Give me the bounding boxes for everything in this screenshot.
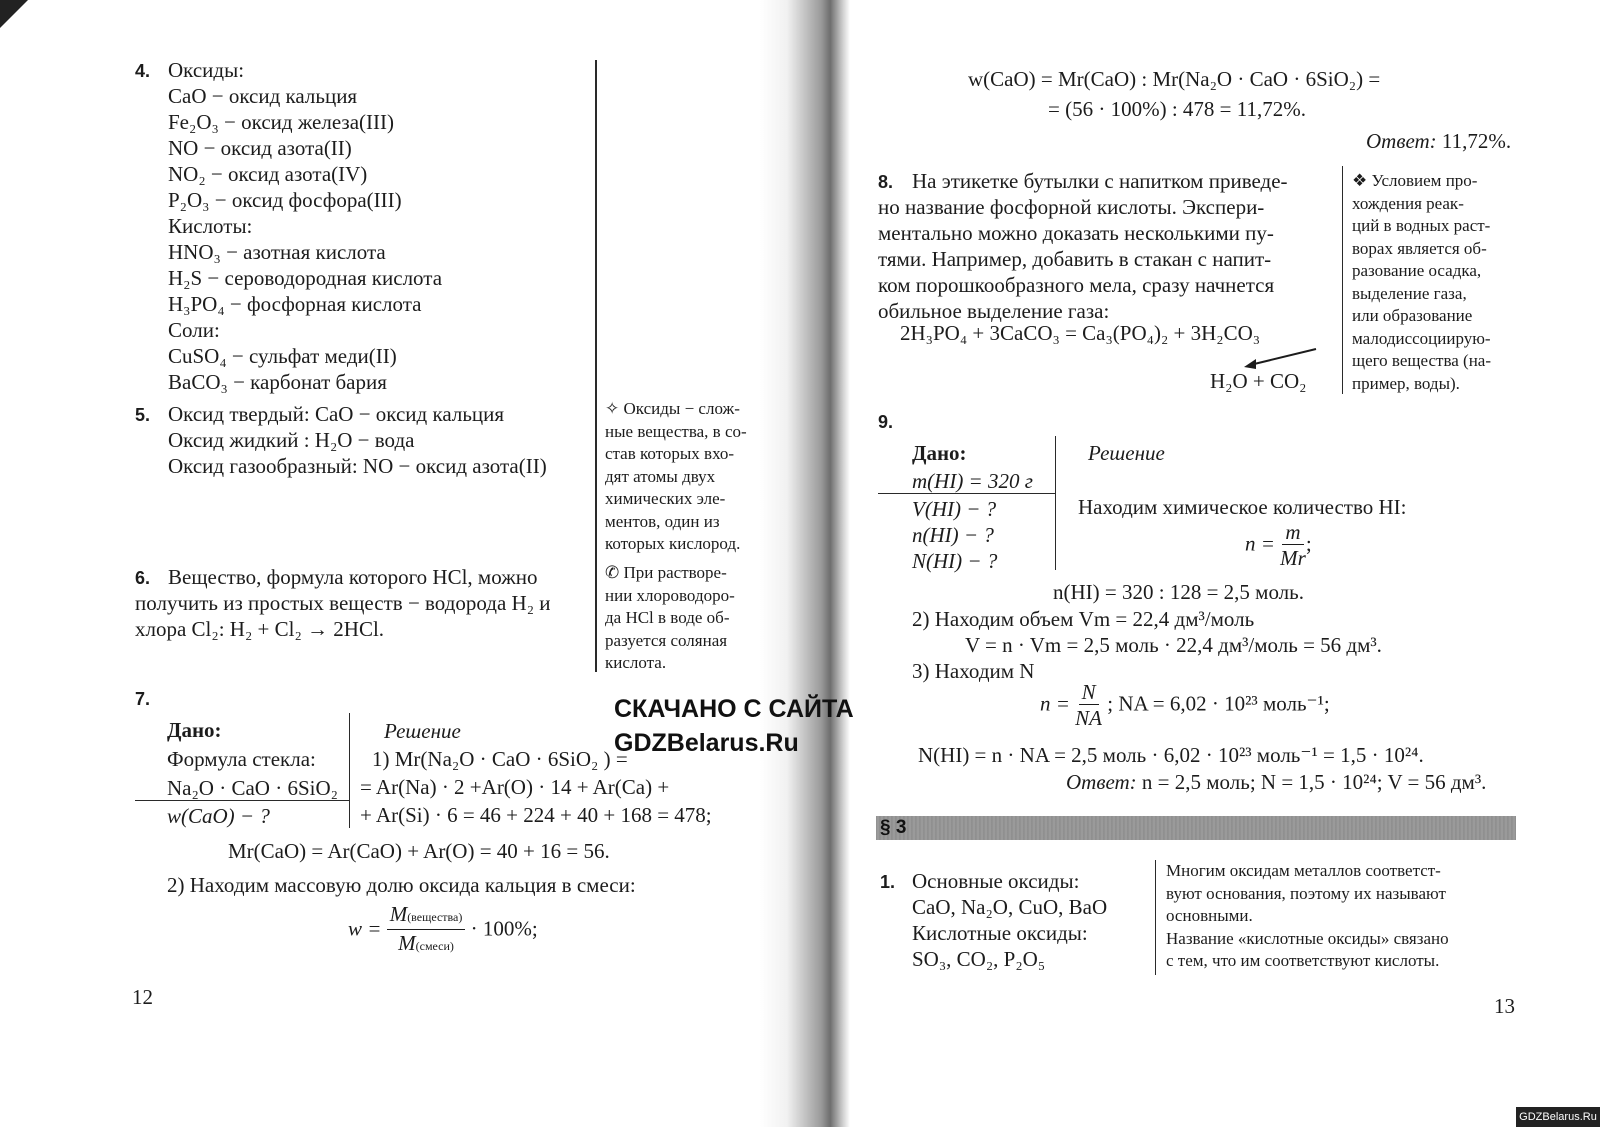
task-7-answer	[1366, 128, 1511, 154]
answer-value: 11,72%.	[1441, 129, 1512, 153]
task-9-step-3: 3) Находим N	[912, 659, 1035, 683]
task-7-mr-cao: Mr(CaO) = Ar(CaO) + Ar(O) = 40 + 16 = 56.	[228, 839, 610, 863]
watermark-line: СКАЧАНО С САЙТА	[614, 695, 854, 723]
sidenote-line: ❖ Условием про-	[1352, 171, 1478, 190]
find-line: n(HI) − ?	[912, 523, 994, 547]
task-7-solution-title: Решение	[384, 719, 461, 743]
decomposition-products: H₂O + CO₂	[1210, 369, 1307, 393]
sec3-task-1-line: Основные оксиды:	[912, 869, 1080, 893]
task-6-line: Вещество, формула которого HCl, можно	[168, 565, 538, 589]
sidenote-line: да HCl в воде об-	[605, 608, 730, 627]
margin-rule	[595, 60, 597, 672]
task-5-list	[168, 401, 547, 479]
sidenote-reaction-conditions	[1352, 170, 1491, 395]
task-4-line: P₂O₃ − оксид фосфора(III)	[168, 188, 402, 212]
mass-fraction-calc: w(CaO) = Mr(CaO) : Mr(Na₂O · CaO · 6SiO₂) =	[968, 67, 1381, 91]
sidenote-line: выделение газа,	[1352, 283, 1467, 303]
formula-denominator: M	[398, 931, 416, 955]
task-4-number: 4.	[135, 61, 151, 81]
avogadro-constant: ; NA = 6,02 · 10²³ моль⁻¹;	[1107, 691, 1330, 716]
site-footer-label: GDZBelarus.Ru	[1516, 1107, 1600, 1127]
sidenote-oxides	[605, 398, 747, 556]
page-corner	[0, 0, 28, 28]
task-4-line: Оксиды:	[168, 58, 245, 82]
formula-fraction	[1280, 520, 1306, 571]
task-5-line: Оксид твердый: CaO − оксид кальция	[168, 402, 505, 426]
sidenote-line: Многим оксидам металлов соответст-	[1166, 861, 1441, 880]
task-4-line: CaO − оксид кальция	[168, 84, 358, 108]
task-8-line: тями. Например, добавить в стакан с напит-	[878, 247, 1272, 271]
answer-value: n = 2,5 моль; N = 1,5 · 10²⁴; V = 56 дм³.	[1141, 770, 1487, 794]
sidenote-line: Название «кислотные оксиды» связано	[1166, 928, 1449, 948]
task-8-line: ком порошкообразного мела, сразу начнется	[878, 273, 1275, 297]
task-7-solution-line: + Ar(Si) · 6 = 46 + 224 + 40 + 168 = 478;	[360, 803, 712, 827]
task-4-line: H₃PO₄ − фосфорная кислота	[168, 292, 422, 316]
task-4-line: NO − оксид азота(II)	[168, 136, 352, 160]
formula-rhs: · 100%;	[470, 916, 538, 941]
task-5-number: 5.	[135, 405, 151, 425]
task-8-line: ментально можно доказать несколькими пу-	[878, 221, 1274, 245]
download-watermark	[614, 692, 914, 760]
sidenote-line: щего вещества (на-	[1352, 351, 1492, 370]
formula-denominator: NA	[1075, 706, 1103, 730]
task-9-particles-calc: N(HI) = n · NA = 2,5 моль · 6,02 · 10²³ моль⁻¹ = 1,5 · 10²⁴.	[918, 743, 1424, 767]
task-7-given-title: Дано:	[167, 718, 222, 742]
find-line: V(HI) − ?	[912, 497, 997, 521]
task-8-text	[878, 168, 1288, 324]
formula-numerator-sub: (вещества)	[407, 910, 463, 924]
formula-fraction	[1075, 680, 1102, 731]
sidenote-line: нии хлороводоро-	[605, 585, 735, 605]
sidenote-line: основными.	[1166, 906, 1253, 925]
formula-lhs: n =	[1245, 531, 1275, 556]
task-9-n-result: n(HI) = 320 : 128 = 2,5 моль.	[1053, 580, 1304, 604]
sec3-task-1-line: CaO, Na₂O, CuO, BaO	[912, 895, 1108, 919]
margin-rule-sec3	[1155, 860, 1156, 975]
sec3-task-1-list	[912, 868, 1107, 972]
task-4-line: H₂S − сероводородная кислота	[168, 266, 443, 290]
task-7-step-2: 2) Находим массовую долю оксида кальция в смеси:	[167, 873, 636, 897]
task-4-list	[168, 57, 442, 395]
mass-fraction-formula	[348, 902, 538, 959]
given-vertical-rule	[349, 713, 350, 828]
sidenote-line: химических эле-	[605, 489, 726, 508]
sidenote-line: хождения реак-	[1352, 193, 1464, 213]
task-4-line: HNO₃ − азотная кислота	[168, 240, 386, 264]
answer-label: Ответ:	[1066, 770, 1137, 794]
sidenote-line: ные вещества, в со-	[605, 421, 747, 441]
book-spine-shadow	[760, 0, 850, 1127]
task-4-line: Кислоты:	[168, 214, 253, 238]
margin-rule-right	[1342, 166, 1343, 394]
task-4-line: CuSO₄ − сульфат меди(II)	[168, 344, 397, 368]
watermark-line: GDZBelarus.Ru	[614, 729, 799, 757]
sidenote-line: разуется соляная	[605, 630, 728, 650]
amount-formula: n = $\frac{m}{Mr}$ ;	[1245, 520, 1312, 570]
task-7-solution-line: = Ar(Na) · 2 +Ar(O) · 14 + Ar(Ca) +	[360, 775, 670, 799]
task-7-find: w(CaO) − ?	[167, 804, 270, 828]
task-4-line: Fe₂O₃ − оксид железа(III)	[168, 110, 395, 134]
avogadro-formula	[1040, 680, 1330, 731]
mass-fraction-result: = (56 · 100%) : 478 = 11,72%.	[1048, 97, 1306, 121]
task-7-number: 7.	[135, 689, 151, 709]
section-header-bar	[876, 816, 1516, 840]
task-9-step-2: 2) Находим объем Vm = 22,4 дм³/моль	[912, 607, 1255, 631]
sidenote-line: став которых вхо-	[605, 444, 735, 463]
task-4-line: Соли:	[168, 318, 220, 342]
task-6-number: 6.	[135, 568, 151, 588]
sidenote-line: или образование	[1352, 306, 1473, 325]
given-divider-9	[878, 493, 1056, 494]
formula-numerator: m	[1282, 520, 1303, 545]
sidenote-line: ций в водных раст-	[1352, 216, 1491, 235]
task-9-number: 9.	[878, 412, 894, 432]
sidenote-line: которых кислород.	[605, 534, 741, 553]
sidenote-line: ворах является об-	[1352, 238, 1487, 258]
formula-numerator: N	[1079, 680, 1099, 705]
task-9-solution-title: Решение	[1088, 441, 1165, 465]
sidenote-line: малодиссоциирую-	[1352, 328, 1491, 348]
sidenote-line: с тем, что им соответствуют кислоты.	[1166, 951, 1440, 970]
sidenote-line: ментов, один из	[605, 511, 720, 531]
formula-numerator: M	[389, 902, 408, 926]
task-9-volume-calc: V = n · Vm = 2,5 моль · 22,4 дм³/моль = 56 дм³.	[965, 633, 1382, 657]
formula-denominator: Mr	[1280, 546, 1306, 570]
task-9-step-1: Находим химическое количество HI:	[1078, 495, 1407, 519]
given-divider	[135, 800, 350, 801]
reaction-equation: 2H₃PO₄ + 3CaCO₃ = Ca₃(PO₄)₂ + 3H₂CO₃	[900, 321, 1261, 345]
formula-lhs: w =	[348, 916, 382, 941]
sidenote-line: ✆ При растворе-	[605, 563, 727, 582]
given-vertical-rule-9	[1055, 436, 1056, 570]
task-7-given-line: Na₂O · CaO · 6SiO₂	[167, 776, 338, 800]
page-number-left: 12	[132, 985, 153, 1009]
sidenote-line: пример, воды).	[1352, 373, 1460, 393]
section-label: § 3	[880, 817, 907, 838]
answer-label: Ответ:	[1366, 129, 1437, 153]
sidenote-line: ✧ Оксиды − слож-	[605, 399, 740, 418]
formula-lhs: n =	[1040, 691, 1070, 716]
sidenote-line: кислота.	[605, 653, 667, 672]
sidenote-oxide-types	[1166, 860, 1449, 973]
task-8-line: но название фосфорной кислоты. Экспери-	[878, 195, 1265, 219]
task-6-text	[135, 564, 551, 642]
task-9-given-value: m(HI) = 320 г	[912, 469, 1033, 493]
sidenote-hcl	[605, 562, 735, 675]
sidenote-line: разование осадка,	[1352, 261, 1482, 280]
sidenote-line: вуют основания, поэтому их называют	[1166, 883, 1446, 903]
find-line: N(HI) − ?	[912, 549, 998, 573]
page-number-right: 13	[1494, 994, 1515, 1018]
task-9-find	[912, 496, 997, 574]
task-8-number: 8.	[878, 172, 894, 192]
task-5-line: Оксид газообразный: NO − оксид азота(II)	[168, 454, 547, 478]
sec3-task-1-line: Кислотные оксиды:	[912, 921, 1088, 945]
task-8-line: обильное выделение газа:	[878, 299, 1110, 323]
task-6-line: получить из простых веществ − водорода H₂ и	[135, 591, 551, 615]
task-4-line: BaCO₃ − карбонат бария	[168, 370, 387, 394]
task-6-line: хлора Cl₂: H₂ + Cl₂ → 2HCl.	[135, 617, 385, 641]
task-5-line: Оксид жидкий : H₂O − вода	[168, 428, 415, 452]
task-7-given-line: Формула стекла:	[167, 747, 316, 771]
sec3-task-1-line: SO₃, CO₂, P₂O₅	[912, 947, 1046, 971]
formula-denominator-sub: (смеси)	[415, 939, 454, 953]
task-4-line: NO₂ − оксид азота(IV)	[168, 162, 368, 186]
task-7-solution-line: 1) Mr(Na₂O · CaO · 6SiO₂ ) =	[372, 747, 628, 771]
sec3-task-1-number: 1.	[880, 872, 896, 892]
task-9-given-title: Дано:	[912, 441, 967, 465]
task-9-answer	[1066, 769, 1486, 795]
sidenote-line: дят атомы двух	[605, 466, 716, 486]
formula-fraction	[387, 902, 466, 959]
task-8-line: На этикетке бутылки с напитком приведе-	[912, 169, 1288, 193]
